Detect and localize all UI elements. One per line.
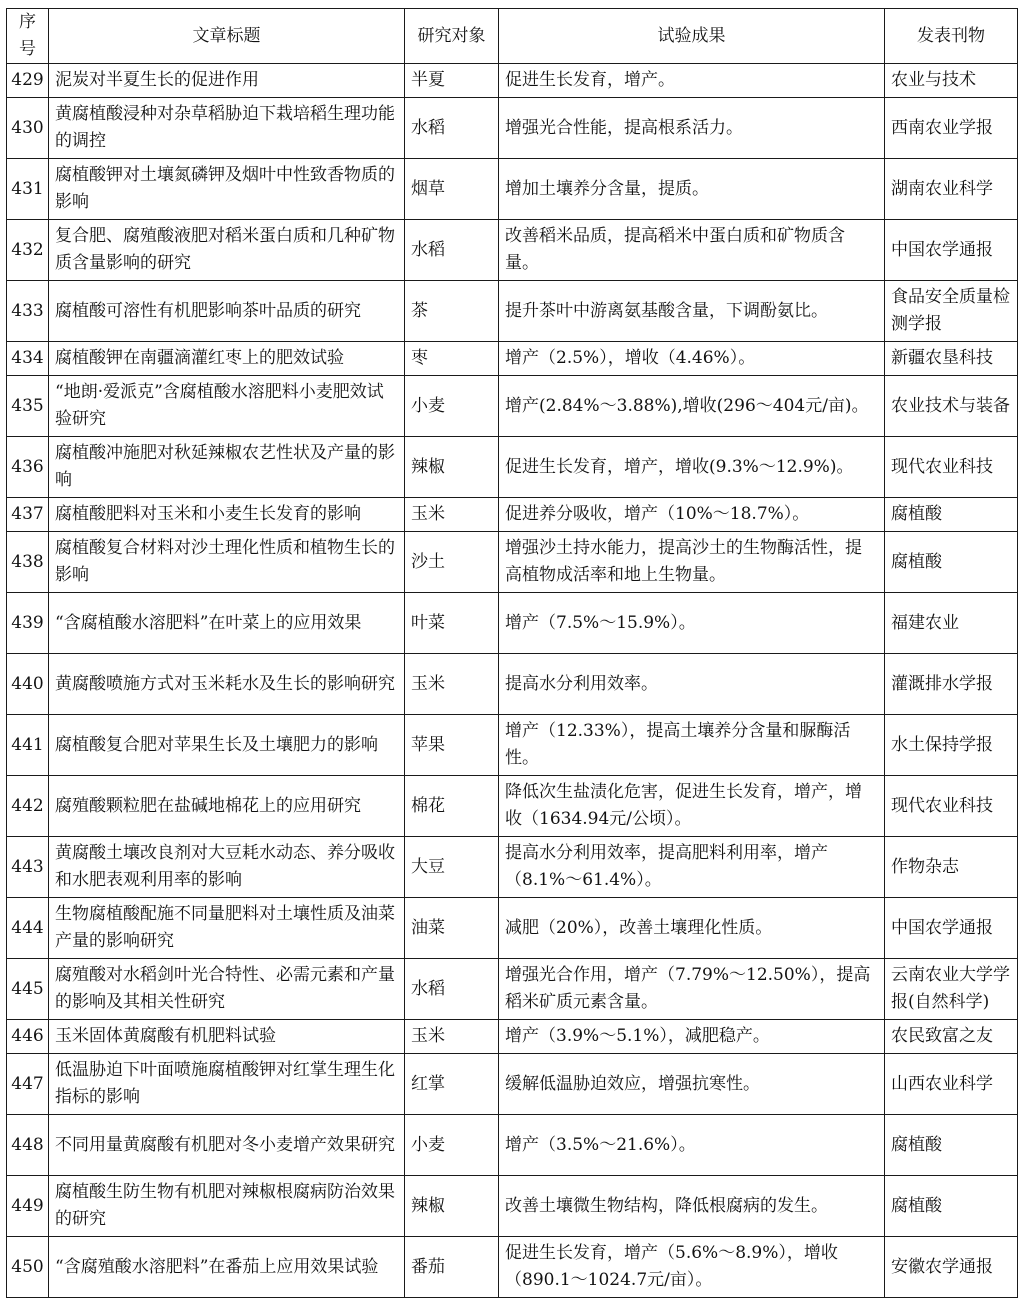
journal-name: 腐植酸 xyxy=(885,498,1018,532)
row-number: 449 xyxy=(7,1176,49,1237)
test-result: 增产（12.33%），提高土壤养分含量和脲酶活性。 xyxy=(499,715,885,776)
research-subject: 小麦 xyxy=(405,1115,499,1176)
article-title: 玉米固体黄腐酸有机肥料试验 xyxy=(49,1020,405,1054)
journal-name: 中国农学通报 xyxy=(885,898,1018,959)
table-row xyxy=(7,1020,1018,1054)
test-result: 增产（7.5%～15.9%）。 xyxy=(499,593,885,654)
journal-name: 现代农业科技 xyxy=(885,437,1018,498)
table-row xyxy=(7,715,1018,776)
journal-name: 云南农业大学学报(自然科学) xyxy=(885,959,1018,1020)
research-subject: 叶菜 xyxy=(405,593,499,654)
article-title: “含腐植酸水溶肥料”在叶菜上的应用效果 xyxy=(49,593,405,654)
research-subject: 玉米 xyxy=(405,654,499,715)
table-row xyxy=(7,776,1018,837)
research-subject: 油菜 xyxy=(405,898,499,959)
journal-name: 农民致富之友 xyxy=(885,1020,1018,1054)
article-title: 复合肥、腐殖酸液肥对稻米蛋白质和几种矿物质含量影响的研究 xyxy=(49,220,405,281)
header-number: 序号 xyxy=(7,9,49,64)
article-title: 腐植酸可溶性有机肥影响茶叶品质的研究 xyxy=(49,281,405,342)
table-row xyxy=(7,837,1018,898)
table-row xyxy=(7,64,1018,98)
table-row xyxy=(7,1115,1018,1176)
header-result: 试验成果 xyxy=(499,9,885,64)
table-row xyxy=(7,1237,1018,1298)
table-row xyxy=(7,437,1018,498)
row-number: 432 xyxy=(7,220,49,281)
table-row xyxy=(7,654,1018,715)
journal-name: 腐植酸 xyxy=(885,1115,1018,1176)
test-result: 改善土壤微生物结构，降低根腐病的发生。 xyxy=(499,1176,885,1237)
row-number: 433 xyxy=(7,281,49,342)
table-row xyxy=(7,281,1018,342)
article-title: 低温胁迫下叶面喷施腐植酸钾对红掌生理生化指标的影响 xyxy=(49,1054,405,1115)
research-subject: 烟草 xyxy=(405,159,499,220)
test-result: 促进生长发育，增产，增收(9.3%～12.9%)。 xyxy=(499,437,885,498)
row-number: 447 xyxy=(7,1054,49,1115)
journal-name: 腐植酸 xyxy=(885,1176,1018,1237)
article-title: “地朗·爱派克”含腐植酸水溶肥料小麦肥效试验研究 xyxy=(49,376,405,437)
test-result: 促进生长发育，增产（5.6%～8.9%），增收（890.1～1024.7元/亩）。 xyxy=(499,1237,885,1298)
research-subject: 枣 xyxy=(405,342,499,376)
header-subject: 研究对象 xyxy=(405,9,499,64)
header-journal: 发表刊物 xyxy=(885,9,1018,64)
article-title: “含腐殖酸水溶肥料”在番茄上应用效果试验 xyxy=(49,1237,405,1298)
journal-name: 安徽农学通报 xyxy=(885,1237,1018,1298)
journal-name: 新疆农垦科技 xyxy=(885,342,1018,376)
article-title: 泥炭对半夏生长的促进作用 xyxy=(49,64,405,98)
table-row xyxy=(7,1054,1018,1115)
test-result: 增强光合性能，提高根系活力。 xyxy=(499,98,885,159)
journal-name: 西南农业学报 xyxy=(885,98,1018,159)
row-number: 445 xyxy=(7,959,49,1020)
test-result: 增强光合作用，增产（7.79%～12.50%），提高稻米矿质元素含量。 xyxy=(499,959,885,1020)
row-number: 430 xyxy=(7,98,49,159)
header-row xyxy=(7,9,1018,64)
article-title: 腐植酸复合肥对苹果生长及土壤肥力的影响 xyxy=(49,715,405,776)
research-subject: 番茄 xyxy=(405,1237,499,1298)
journal-name: 灌溉排水学报 xyxy=(885,654,1018,715)
table-row xyxy=(7,98,1018,159)
research-subject: 苹果 xyxy=(405,715,499,776)
journal-name: 作物杂志 xyxy=(885,837,1018,898)
test-result: 增产（3.9%～5.1%），减肥稳产。 xyxy=(499,1020,885,1054)
test-result: 增加土壤养分含量，提质。 xyxy=(499,159,885,220)
article-title: 腐植酸钾对土壤氮磷钾及烟叶中性致香物质的影响 xyxy=(49,159,405,220)
research-subject: 小麦 xyxy=(405,376,499,437)
research-subject: 玉米 xyxy=(405,498,499,532)
table-row xyxy=(7,898,1018,959)
row-number: 446 xyxy=(7,1020,49,1054)
journal-name: 腐植酸 xyxy=(885,532,1018,593)
row-number: 438 xyxy=(7,532,49,593)
row-number: 444 xyxy=(7,898,49,959)
research-subject: 玉米 xyxy=(405,1020,499,1054)
test-result: 提升茶叶中游离氨基酸含量，下调酚氨比。 xyxy=(499,281,885,342)
research-subject: 棉花 xyxy=(405,776,499,837)
article-title: 腐植酸生防生物有机肥对辣椒根腐病防治效果的研究 xyxy=(49,1176,405,1237)
test-result: 增产（3.5%～21.6%）。 xyxy=(499,1115,885,1176)
research-subject: 半夏 xyxy=(405,64,499,98)
journal-name: 现代农业科技 xyxy=(885,776,1018,837)
test-result: 促进养分吸收，增产（10%～18.7%）。 xyxy=(499,498,885,532)
article-title: 腐殖酸对水稻剑叶光合特性、必需元素和产量的影响及其相关性研究 xyxy=(49,959,405,1020)
test-result: 提高水分利用效率。 xyxy=(499,654,885,715)
journal-name: 水土保持学报 xyxy=(885,715,1018,776)
table-row xyxy=(7,342,1018,376)
test-result: 促进生长发育，增产。 xyxy=(499,64,885,98)
test-result: 提高水分利用效率，提高肥料利用率，增产（8.1%～61.4%）。 xyxy=(499,837,885,898)
test-result: 增强沙土持水能力，提高沙土的生物酶活性，提高植物成活率和地上生物量。 xyxy=(499,532,885,593)
article-title: 腐植酸复合材料对沙土理化性质和植物生长的影响 xyxy=(49,532,405,593)
table-row xyxy=(7,593,1018,654)
row-number: 442 xyxy=(7,776,49,837)
test-result: 改善稻米品质，提高稻米中蛋白质和矿物质含量。 xyxy=(499,220,885,281)
research-table xyxy=(6,8,1018,1298)
journal-name: 农业与技术 xyxy=(885,64,1018,98)
row-number: 450 xyxy=(7,1237,49,1298)
table-row xyxy=(7,220,1018,281)
research-subject: 辣椒 xyxy=(405,1176,499,1237)
journal-name: 中国农学通报 xyxy=(885,220,1018,281)
research-subject: 沙土 xyxy=(405,532,499,593)
row-number: 443 xyxy=(7,837,49,898)
table-row xyxy=(7,532,1018,593)
row-number: 448 xyxy=(7,1115,49,1176)
table-row xyxy=(7,159,1018,220)
research-subject: 茶 xyxy=(405,281,499,342)
row-number: 434 xyxy=(7,342,49,376)
article-title: 腐植酸钾在南疆滴灌红枣上的肥效试验 xyxy=(49,342,405,376)
article-title: 生物腐植酸配施不同量肥料对土壤性质及油菜产量的影响研究 xyxy=(49,898,405,959)
row-number: 440 xyxy=(7,654,49,715)
table-row xyxy=(7,376,1018,437)
article-title: 不同用量黄腐酸有机肥对冬小麦增产效果研究 xyxy=(49,1115,405,1176)
test-result: 增产(2.84%～3.88%),增收(296～404元/亩)。 xyxy=(499,376,885,437)
test-result: 减肥（20%），改善土壤理化性质。 xyxy=(499,898,885,959)
research-subject: 水稻 xyxy=(405,959,499,1020)
table-row xyxy=(7,1176,1018,1237)
row-number: 429 xyxy=(7,64,49,98)
row-number: 437 xyxy=(7,498,49,532)
row-number: 439 xyxy=(7,593,49,654)
research-subject: 辣椒 xyxy=(405,437,499,498)
research-subject: 水稻 xyxy=(405,220,499,281)
row-number: 431 xyxy=(7,159,49,220)
journal-name: 食品安全质量检测学报 xyxy=(885,281,1018,342)
research-subject: 水稻 xyxy=(405,98,499,159)
journal-name: 农业技术与装备 xyxy=(885,376,1018,437)
row-number: 441 xyxy=(7,715,49,776)
article-title: 腐殖酸颗粒肥在盐碱地棉花上的应用研究 xyxy=(49,776,405,837)
header-title: 文章标题 xyxy=(49,9,405,64)
article-title: 黄腐植酸浸种对杂草稻胁迫下栽培稻生理功能的调控 xyxy=(49,98,405,159)
article-title: 黄腐酸土壤改良剂对大豆耗水动态、养分吸收和水肥表观利用率的影响 xyxy=(49,837,405,898)
article-title: 腐植酸肥料对玉米和小麦生长发育的影响 xyxy=(49,498,405,532)
article-title: 黄腐酸喷施方式对玉米耗水及生长的影响研究 xyxy=(49,654,405,715)
journal-name: 福建农业 xyxy=(885,593,1018,654)
research-subject: 红掌 xyxy=(405,1054,499,1115)
journal-name: 山西农业科学 xyxy=(885,1054,1018,1115)
article-title: 腐植酸冲施肥对秋延辣椒农艺性状及产量的影响 xyxy=(49,437,405,498)
test-result: 增产（2.5%），增收（4.46%）。 xyxy=(499,342,885,376)
test-result: 缓解低温胁迫效应，增强抗寒性。 xyxy=(499,1054,885,1115)
table-row xyxy=(7,498,1018,532)
row-number: 436 xyxy=(7,437,49,498)
journal-name: 湖南农业科学 xyxy=(885,159,1018,220)
test-result: 降低次生盐渍化危害，促进生长发育，增产，增收（1634.94元/公顷）。 xyxy=(499,776,885,837)
row-number: 435 xyxy=(7,376,49,437)
research-subject: 大豆 xyxy=(405,837,499,898)
table-row xyxy=(7,959,1018,1020)
